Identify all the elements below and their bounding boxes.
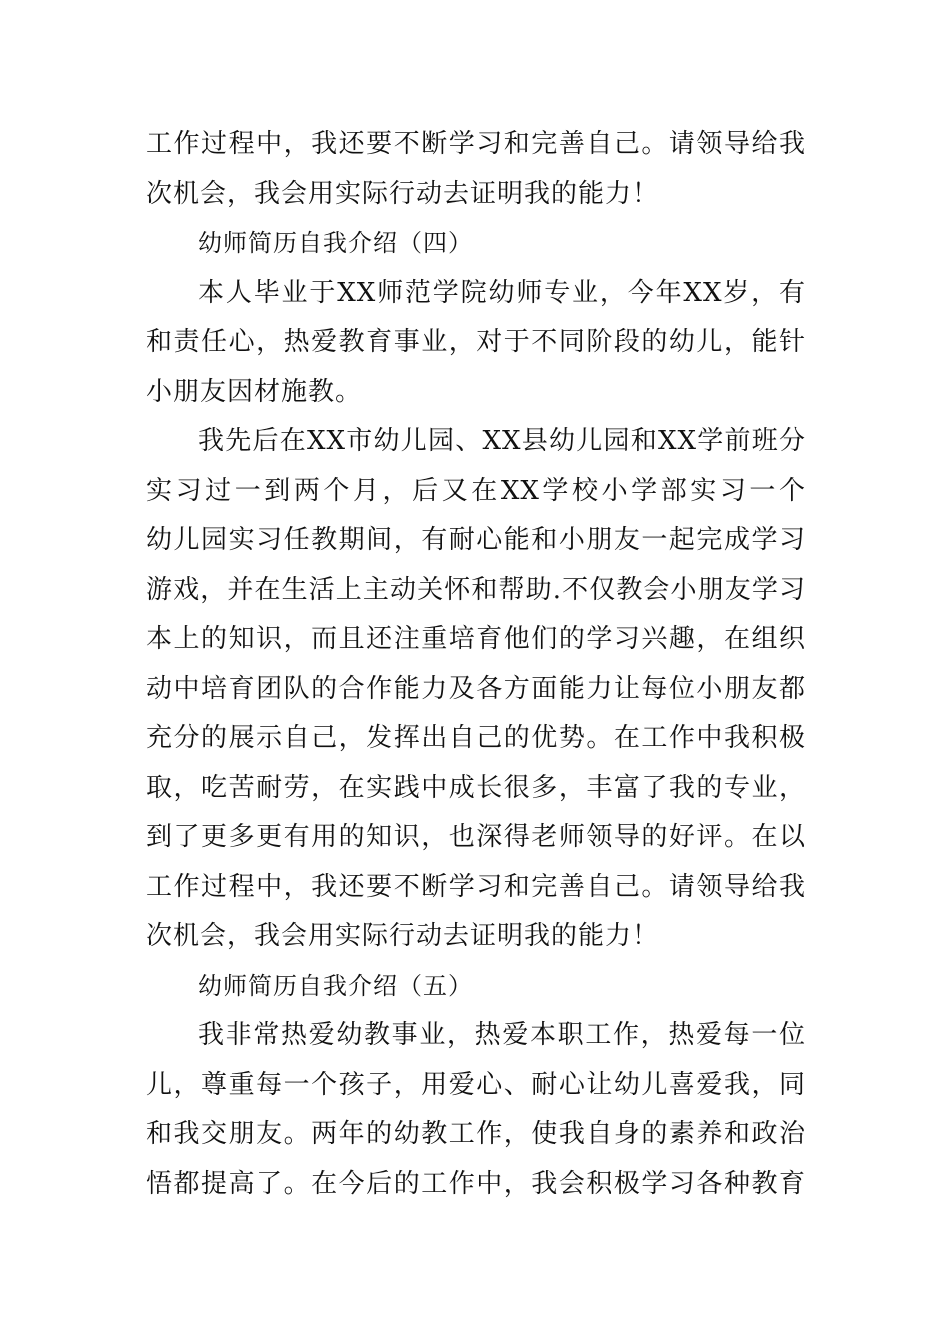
paragraph-last-line: 次机会，我会用实际行动去证明我的能力！	[146, 178, 660, 209]
paragraph-first-line: 我非常热爱幼教事业，热爱本职工作，热爱每一位	[198, 1020, 806, 1050]
body-text-line: 动中培育团队的合作能力及各方面能力让每位小朋友都	[146, 673, 806, 704]
section-heading: 幼师简历自我介绍（五）	[198, 971, 473, 1000]
document-body	[146, 120, 806, 1209]
body-text-line: 游戏，并在生活上主动关怀和帮助.不仅教会小朋友学习	[146, 574, 806, 605]
paragraph-first-line: 我先后在XX市幼儿园、XX县幼儿园和XX学前班分	[198, 426, 806, 456]
body-text-line: 工作过程中，我还要不断学习和完善自己。请领导给我	[146, 129, 806, 159]
paragraph-first-line: 本人毕业于XX师范学院幼师专业，今年XX岁，有	[198, 277, 806, 308]
body-text-line: 工作过程中，我还要不断学习和完善自己。请领导给我	[146, 871, 806, 902]
paragraph-last-line: 小朋友因材施教。	[146, 376, 363, 407]
body-text-line: 幼儿园实习任教期间，有耐心能和小朋友一起完成学习	[146, 525, 806, 555]
body-text-line: 实习过一到两个月，后又在XX学校小学部实习一个	[146, 475, 806, 506]
section-heading: 幼师简历自我介绍（四）	[198, 229, 473, 257]
body-text-line: 和责任心，热爱教育事业，对于不同阶段的幼儿，能针	[146, 327, 806, 357]
body-text-line: 本上的知识，而且还注重培育他们的学习兴趣，在组织	[146, 624, 806, 654]
body-text-line: 充分的展示自己，发挥出自己的优势。在工作中我积极	[146, 723, 806, 753]
body-text-line: 儿，尊重每一个孩子，用爱心、耐心让幼儿喜爱我，同	[146, 1069, 806, 1100]
body-text-line: 悟都提高了。在今后的工作中，我会积极学习各种教育	[146, 1168, 806, 1199]
body-text-line: 和我交朋友。两年的幼教工作，使我自身的素养和政治	[146, 1119, 806, 1149]
body-text-line: 到了更多更有用的知识，也深得老师领导的好评。在以	[146, 822, 806, 852]
paragraph-last-line: 次机会，我会用实际行动去证明我的能力！	[146, 921, 660, 951]
body-text-line: 取，吃苦耐劳，在实践中成长很多，丰富了我的专业，	[146, 772, 806, 803]
